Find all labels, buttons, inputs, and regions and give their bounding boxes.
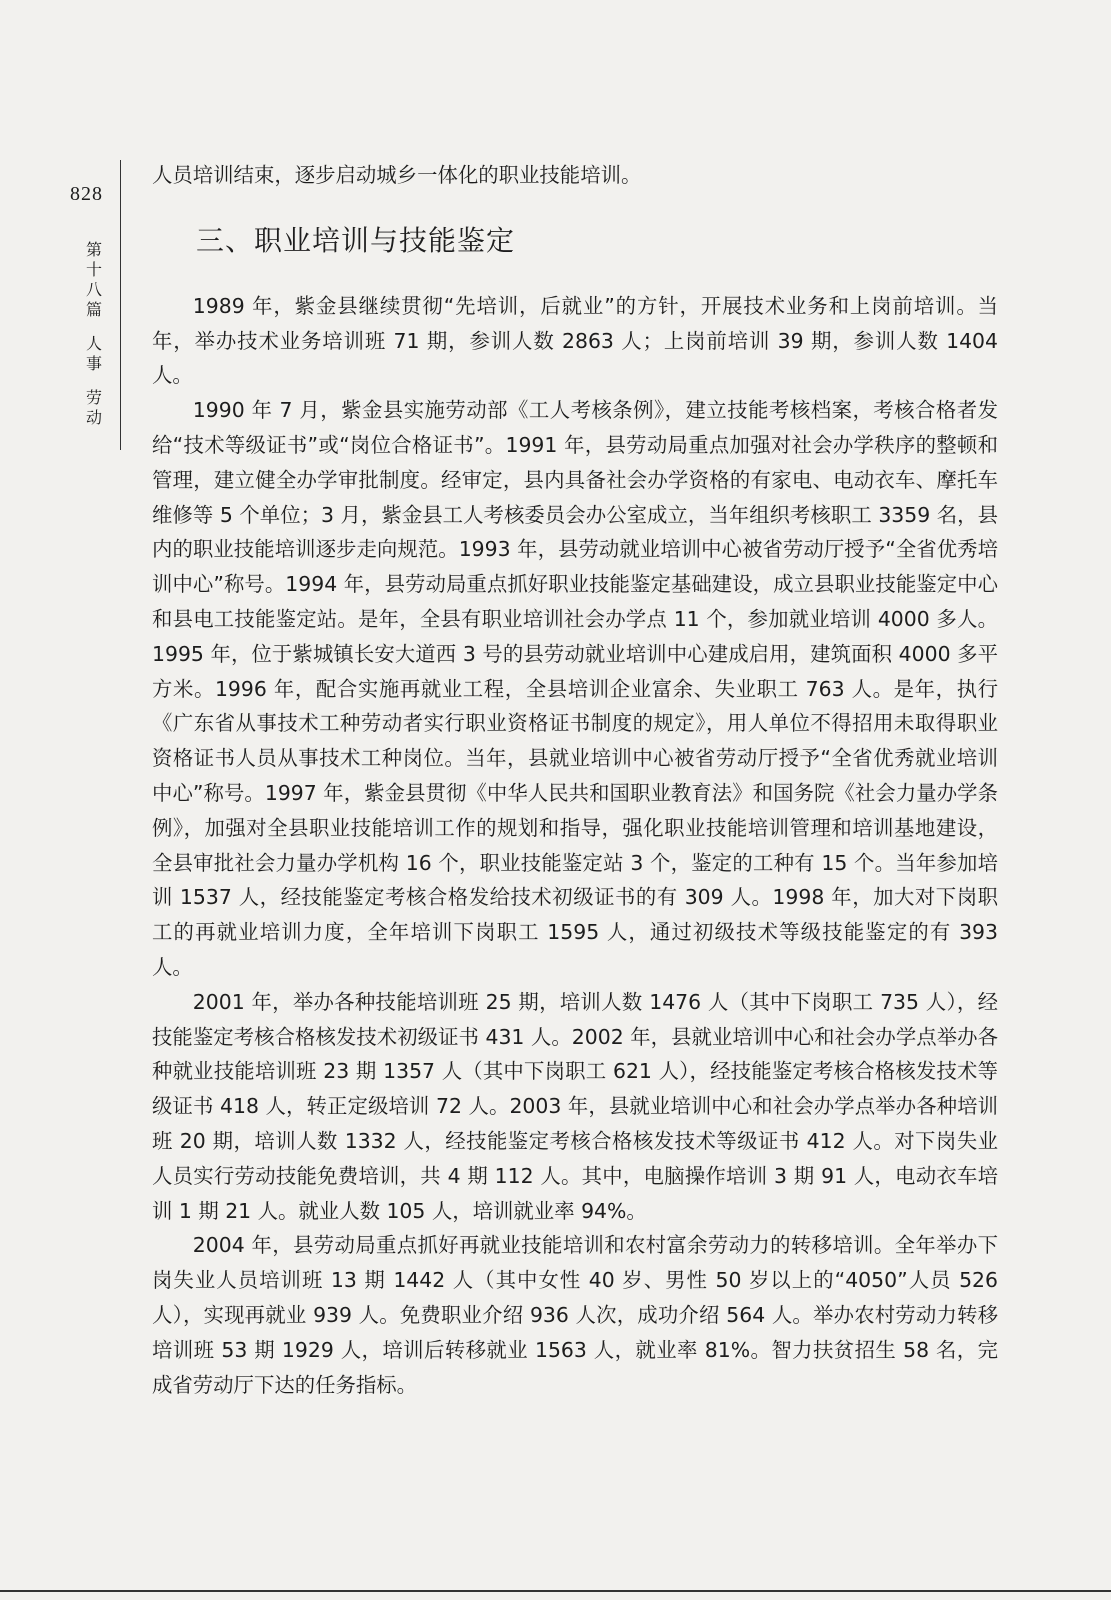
side-header-char: 劳 xyxy=(85,388,102,407)
paragraph: 1989 年，紫金县继续贯彻“先培训，后就业”的方针，开展技术业务和上岗前培训。当年，举办技术业务培训班 71 期，参训人数 2863 人；上岗前培训 39 期，参训人数 1404 人。 xyxy=(152,293,998,388)
side-header-char: 人 xyxy=(85,334,102,353)
paragraph: 2004 年，县劳动局重点抓好再就业技能培训和农村富余劳动力的转移培训。全年举办下岗失业人员培训班 13 期 1442 人（其中女性 40 岁、男性 50 岁以上的“4050”人员 526 人），实现再就业 939 人。免费职业介绍 936 人次，成功介绍 564 人。举办农村劳动力转移培训班 53 期 1929 人，培训后转移就业 1563 人，就业率 81%。智力扶贫招生 58 名，完成省劳动厅下达的任务指标。 xyxy=(152,1233,998,1397)
side-header-char: 第 xyxy=(85,240,102,259)
side-header-char: 十 xyxy=(85,260,102,279)
side-header-gap xyxy=(82,320,106,334)
bottom-rule xyxy=(0,1590,1111,1592)
paragraph: 1990 年 7 月，紫金县实施劳动部《工人考核条例》，建立技能考核档案，考核合格者发给“技术等级证书”或“岗位合格证书”。1991 年，县劳动局重点加强对社会办学秩序的整顿和管理，建立健全办学审批制度。经审定，县内具备社会办学资格的有家电、电动衣车、摩托车维修等 5 个单位；3 月，紫金县工人考核委员会办公室成立，当年组织考核职工 3359 名，县内的职业技能培训逐步走向规范。1993 年，县劳动就业培训中心被省劳动厅授予“全省优秀培训中心”称号。1994 年，县劳动局重点抓好职业技能鉴定基础建设，成立县职业技能鉴定中心和县电工技能鉴定站。是年，全县有职业培训社会办学点 11 个，参加就业培训 4000 多人。1995 年，位于紫城镇长安大道西 3 号的县劳动就业培训中心建成启用，建筑面积 4000 多平方米。1996 年，配合实施再就业工程，全县培训企业富余、失业职工 763 人。是年，执行《广东省从事技术工种劳动者实行职业资格证书制度的规定》，用人单位不得招用未取得职业资格证书人员从事技术工种岗位。当年，县就业培训中心被省劳动厅授予“全省优秀就业培训中心”称号。1997 年，紫金县贯彻《中华人民共和国职业教育法》和国务院《社会力量办学条例》，加强对全县职业技能培训工作的规划和指导，强化职业技能培训管理和培训基地建设，全县审批社会力量办学机构 16 个，职业技能鉴定站 3 个，鉴定的工种有 15 个。当年参加培训 1537 人，经技能鉴定考核合格发给技术初级证书的有 309 人。1998 年，加大对下岗职工的再就业培训力度，全年培训下岗职工 1595 人，通过初级技术等级技能鉴定的有 393 人。 xyxy=(152,398,998,979)
margin-rule xyxy=(120,160,121,450)
side-header-gap xyxy=(82,374,106,388)
section-title: 三、职业培训与技能鉴定 xyxy=(196,223,516,257)
page-number: 828 xyxy=(70,183,103,205)
side-header-char: 事 xyxy=(85,354,102,373)
side-header-char: 八 xyxy=(85,280,102,299)
continued-line: 人员培训结束，逐步启动城乡一体化的职业技能培训。 xyxy=(152,163,642,187)
paragraph: 2001 年，举办各种技能培训班 25 期，培训人数 1476 人（其中下岗职工 735 人），经技能鉴定考核合格核发技术初级证书 431 人。2002 年，县就业培训中心和社会办学点举办各种就业技能培训班 23 期 1357 人（其中下岗职工 621 人），经技能鉴定考核合格核发技术等级证书 418 人，转正定级培训 72 人。2003 年，县就业培训中心和社会办学点举办各种培训班 20 期，培训人数 1332 人，经技能鉴定考核合格核发技术等级证书 412 人。对下岗失业人员实行劳动技能免费培训，共 4 期 112 人。其中，电脑操作培训 3 期 91 人，电动衣车培训 1 期 21 人。就业人数 105 人，培训就业率 94%。 xyxy=(152,989,998,1223)
side-header xyxy=(82,240,106,428)
side-header-char: 动 xyxy=(85,408,102,427)
main-content xyxy=(152,158,998,1402)
side-header-char: 篇 xyxy=(85,300,102,319)
